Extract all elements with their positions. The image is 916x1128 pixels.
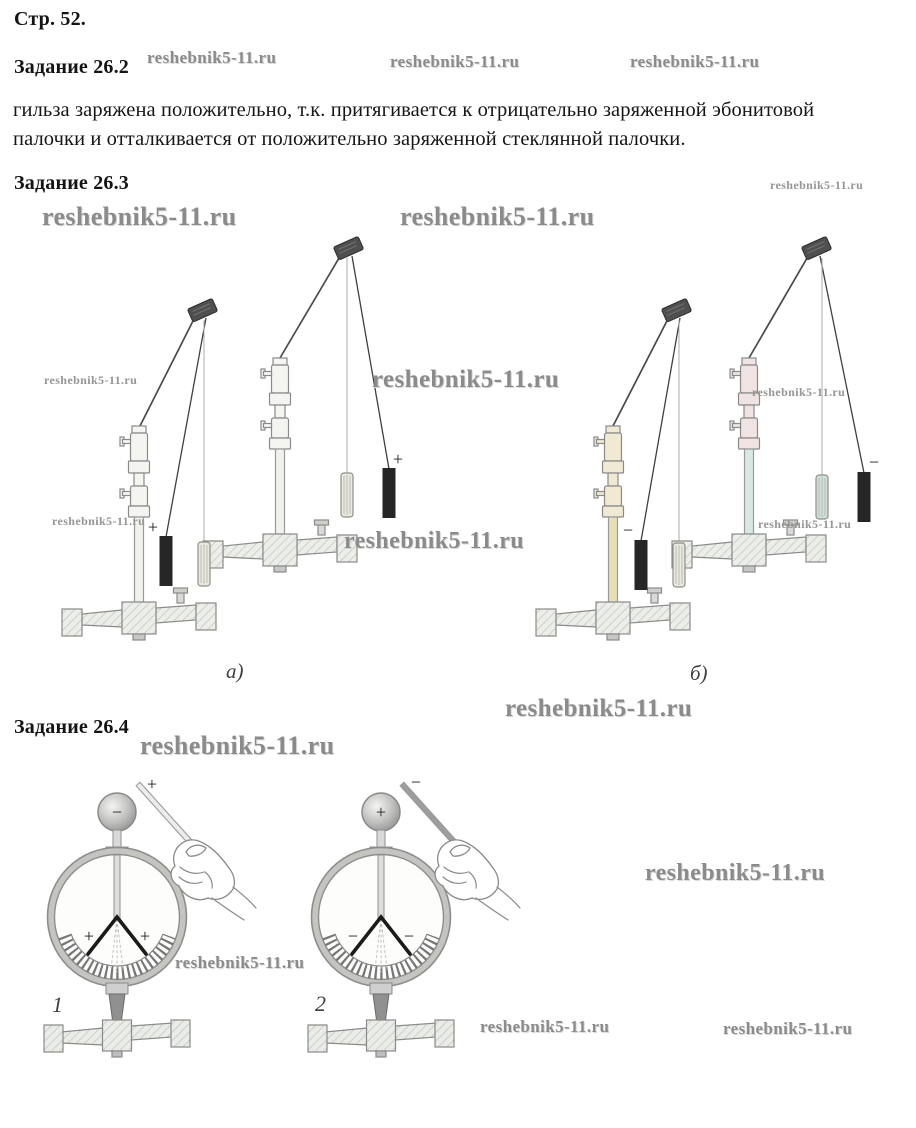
leaf-sign-2-right: − — [403, 926, 415, 946]
rod-sign-a1: + — [147, 517, 159, 537]
rod-sign-2: − — [410, 772, 422, 792]
lab-stand-a2 — [203, 358, 357, 572]
watermark: reshebnik5-11.ru — [505, 695, 693, 722]
leaf-sign-2-left: − — [347, 926, 359, 946]
rod-sign-1: + — [146, 774, 158, 794]
task-26-4-heading: Задание 26.4 — [14, 716, 129, 738]
charged-rod-b2 — [858, 472, 871, 522]
task-26-2-heading: Задание 26.2 — [14, 56, 129, 78]
figure-26-4-electroscopes — [0, 760, 916, 1090]
test-sleeve-a1 — [198, 542, 210, 586]
figure-label-b: б) — [690, 661, 708, 685]
watermark: reshebnik5-11.ru — [645, 860, 825, 886]
charged-rod-b1 — [635, 540, 648, 590]
figure-label-a: а) — [226, 659, 244, 683]
clamp-b2 — [801, 236, 831, 260]
clamp-a2 — [333, 236, 363, 260]
rod-sign-b2: − — [868, 452, 880, 472]
clamp-a1 — [187, 298, 217, 322]
watermark: reshebnik5-11.ru — [52, 514, 146, 528]
test-sleeve-b2 — [816, 475, 828, 519]
leaf-sign-1-left: + — [83, 926, 95, 946]
watermark: reshebnik5-11.ru — [140, 731, 335, 760]
watermark: reshebnik5-11.ru — [390, 52, 520, 71]
charged-rod-a1 — [160, 536, 173, 586]
watermark: reshebnik5-11.ru — [480, 1017, 610, 1036]
lab-stand-b1 — [536, 426, 690, 640]
watermark: reshebnik5-11.ru — [372, 366, 560, 393]
rod-sign-b1: − — [622, 520, 634, 540]
page-title: Стр. 52. — [14, 8, 86, 30]
electroscope-2 — [308, 793, 454, 1057]
electroscope-1 — [44, 793, 190, 1057]
figure-26-3-lab-stands — [0, 200, 916, 690]
watermark: reshebnik5-11.ru — [42, 202, 237, 231]
watermark: reshebnik5-11.ru — [723, 1019, 853, 1038]
answer-text-line-2: палочки и отталкивается от положительно заряженной стеклянной палочки. — [13, 128, 686, 150]
watermark: reshebnik5-11.ru — [758, 517, 852, 531]
ball-sign-2: + — [375, 802, 387, 822]
task-26-3-heading: Задание 26.3 — [14, 172, 129, 194]
watermark: reshebnik5-11.ru — [752, 385, 846, 399]
clamp-b1 — [661, 298, 691, 322]
watermark: reshebnik5-11.ru — [400, 202, 595, 231]
watermark: reshebnik5-11.ru — [630, 52, 760, 71]
test-sleeve-b1 — [673, 543, 685, 587]
answer-text-line-1: гильза заряжена положительно, т.к. притягивается к отрицательно заряженной эбонитовой — [13, 99, 815, 121]
watermark: reshebnik5-11.ru — [147, 48, 277, 67]
figure-label-1: 1 — [52, 992, 63, 1017]
watermark: reshebnik5-11.ru — [175, 953, 305, 972]
charged-rod-a2 — [383, 468, 396, 518]
watermark: reshebnik5-11.ru — [770, 178, 864, 192]
figure-label-2: 2 — [315, 991, 326, 1016]
watermark: reshebnik5-11.ru — [344, 528, 524, 554]
ball-sign-1: − — [111, 802, 123, 822]
rod-sign-a2: + — [392, 449, 404, 469]
lab-stand-a1 — [62, 426, 216, 640]
watermark: reshebnik5-11.ru — [44, 373, 138, 387]
leaf-sign-1-right: + — [139, 926, 151, 946]
test-sleeve-a2 — [341, 473, 353, 517]
